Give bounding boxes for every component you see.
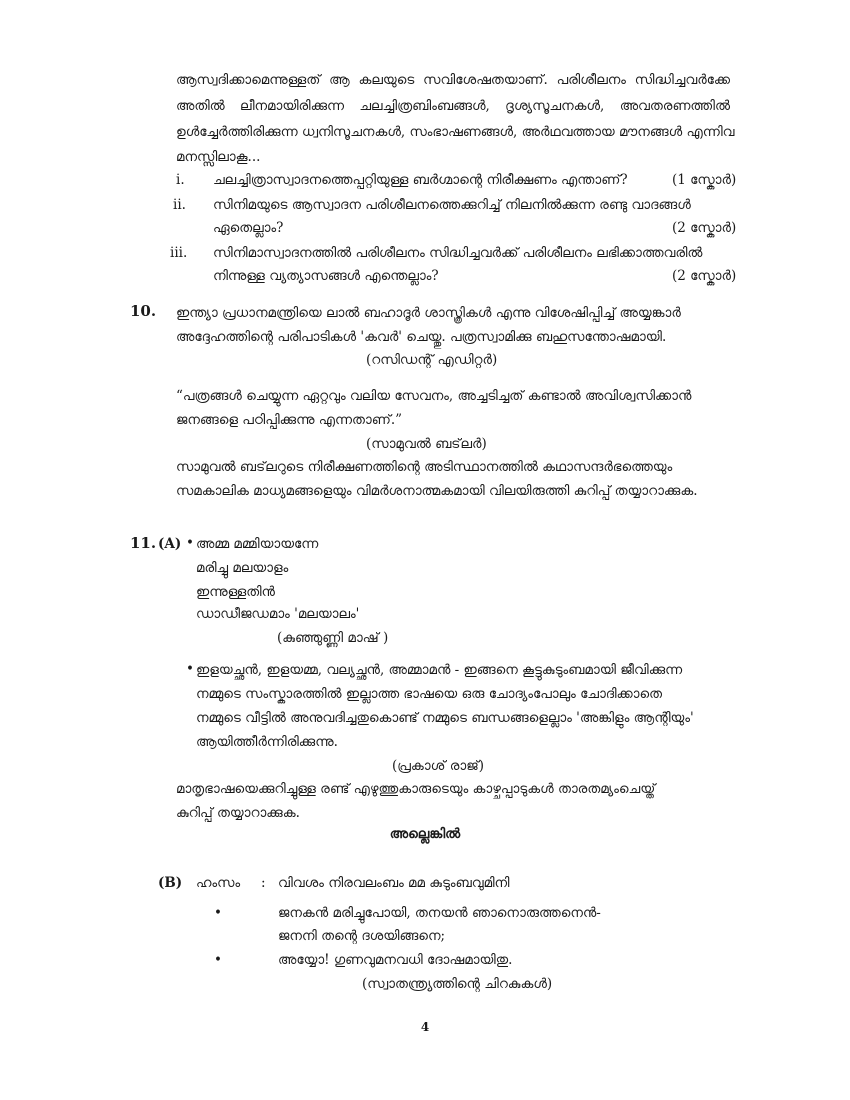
q9-item-score: (2 സ്കോർ) [672, 268, 737, 284]
q10-para-line: അദ്ദേഹത്തിന്റെ പരിപാടികൾ 'കവർ' ചെയ്തു. പത്രസ്വാമിക്കു ബഹുസന്തോഷമായി. [176, 329, 667, 345]
q9-passage-line: മനസ്സിലാകൂ... [176, 149, 261, 165]
q11-part-b-label: (B) [158, 875, 183, 891]
q9-item-number: iii. [170, 245, 188, 261]
question-number-10: 10. [130, 302, 157, 320]
q9-item-score: (1 സ്കോർ) [672, 172, 737, 188]
bullet: • [214, 905, 222, 921]
q11-meter-colon: : [261, 875, 266, 891]
q9-item-text: ഏതെല്ലാം? [213, 220, 284, 236]
page-number: 4 [420, 1020, 430, 1034]
q11-poem-line: അമ്മ മമ്മിയായന്നേ [196, 536, 319, 552]
q11-poem-line: ഡാഡീജഡമാം 'മലയാലം' [196, 606, 360, 622]
q9-item-text: നിന്നുള്ള വ്യത്യാസങ്ങൾ എന്തെല്ലാം? [213, 268, 439, 284]
q11-para-line: ആയിത്തീർന്നിരിക്കുന്നു. [196, 734, 338, 750]
q9-item-text: സിനിമയുടെ ആസ്വാദന പരിശീലനത്തെക്കുറിച്ച് നിലനിൽക്കുന്ന രണ്ടു വാദങ്ങൾ [213, 197, 691, 213]
q11-poem-line: ഇന്നുള്ളതിൻ [196, 584, 275, 600]
q11-verse-attribution: (സ്വാതന്ത്ര്യത്തിന്റെ ചിറകുകൾ) [362, 976, 553, 992]
q11-verse-line: ജനനി തന്റെ ദശയിങ്ങനെ; [278, 928, 446, 944]
q11-part-a-label: (A) [158, 536, 182, 552]
q10-attribution: (സാമുവൽ ബട്‌ലർ) [366, 436, 487, 452]
q10-quote-line: “പത്രങ്ങൾ ചെയ്യുന്ന ഏറ്റവും വലിയ സേവനം, അച്ചടിച്ചത് കണ്ടാൽ അവിശ്വസിക്കാൻ [176, 388, 692, 404]
q10-para-line: ഇന്ത്യാ പ്രധാനമന്ത്രിയെ ലാൽ ബഹാദൂർ ശാസ്ത്രികൾ എന്നു വിശേഷിപ്പിച്ച് അയ്യങ്കാർ [176, 305, 681, 321]
q11-poem-line: മരിച്ചു മലയാളം [196, 560, 289, 576]
q11-verse-line: ജനകൻ മരിച്ചുപോയി, തനയൻ ഞാനൊരുത്തനെൻ- [278, 905, 601, 921]
q9-item-text: ചലച്ചിത്രാസ്വാദനത്തെപ്പറ്റിയുള്ള ബർഗ്മാന്റെ നിരീക്ഷണം എന്താണ്? [213, 172, 628, 188]
q11-meter-name: ഹംസം [196, 875, 241, 891]
q9-item-score: (2 സ്കോർ) [672, 220, 737, 236]
bullet: • [186, 661, 194, 677]
bullet: • [186, 535, 194, 551]
q9-passage-line: അതിൽ ലീനമായിരിക്കുന്ന ചലച്ചിത്രബിംബങ്ങൾ, ദൃശ്യസൂചനകൾ, അവതരണത്തിൽ [176, 98, 730, 114]
q11-para-line: ഇളയച്ഛൻ, ഇളയമ്മ, വല്യച്ഛൻ, അമ്മാമൻ - ഇങ്ങനെ കൂട്ടുകുടുംബമായി ജീവിക്കുന്ന [196, 662, 683, 678]
q9-item-number: i. [176, 172, 185, 188]
q10-task-line: സാമുവൽ ബട്‌ലറുടെ നിരീക്ഷണത്തിന്റെ അടിസ്ഥാനത്തിൽ കഥാസന്ദർഭത്തെയും [176, 459, 673, 475]
q11-task-line: മാതൃഭാഷയെക്കുറിച്ചുള്ള രണ്ട് എഴുത്തുകാരുടെയും കാഴ്ചപ്പാടുകൾ താരതമ്യംചെയ്ത് [176, 781, 656, 797]
q9-passage-line: ആസ്വദിക്കാമെന്നുള്ളത് ആ കലയുടെ സവിശേഷതയാണ്. പരിശീലനം സിദ്ധിച്ചവർക്കേ [176, 72, 730, 88]
q9-item-text: സിനിമാസ്വാദനത്തിൽ പരിശീലനം സിദ്ധിച്ചവർക്ക് പരിശീലനം ലഭിക്കാത്തവരിൽ [213, 245, 703, 261]
q9-item-number: ii. [173, 197, 186, 213]
q11-verse-line: അയ്യോ! ഗുണവുമനവധി ദോഷമായിതു. [278, 952, 513, 968]
q11-para-line: നമ്മുടെ സംസ്കാരത്തിൽ ഇല്ലാത്ത ഭാഷയെ ഒരു ചോദ്യംപോലും ചോദിക്കാതെ [196, 686, 662, 702]
or-heading: അല്ലെങ്കിൽ [389, 826, 461, 842]
q10-task-line: സമകാലിക മാധ്യമങ്ങളെയും വിമർശനാത്മകമായി വിലയിരുത്തി കുറിപ്പ് തയ്യാറാക്കുക. [176, 483, 698, 499]
question-number-11: 11. [130, 534, 157, 552]
q11-task-line: കുറിപ്പ് തയ്യാറാക്കുക. [176, 805, 300, 821]
bullet: • [214, 952, 222, 968]
q11-para-attribution: (പ്രകാശ് രാജ്) [392, 758, 485, 774]
q10-quote-line: ജനങ്ങളെ പഠിപ്പിക്കുന്നു എന്നതാണ്.” [176, 412, 403, 428]
q11-meter-line: വിവശം നിരവലംബം മമ കുടുംബവുമിനി [278, 875, 510, 891]
q11-poem-attribution: (കുഞ്ഞുണ്ണി മാഷ് ) [277, 630, 389, 646]
q9-passage-line: ഉൾച്ചേർത്തിരിക്കുന്ന ധ്വനിസൂചനകൾ, സംഭാഷണങ്ങൾ, അർഥവത്തായ മൗനങ്ങൾ എന്നിവ [176, 124, 735, 140]
q10-attribution: (റസിഡന്റ് എഡിറ്റർ) [366, 352, 498, 368]
q11-para-line: നമ്മുടെ വീട്ടിൽ അനുവദിച്ചതുകൊണ്ട് നമ്മുടെ ബന്ധങ്ങളെല്ലാം 'അങ്കിളും ആന്റിയും' [196, 710, 694, 726]
